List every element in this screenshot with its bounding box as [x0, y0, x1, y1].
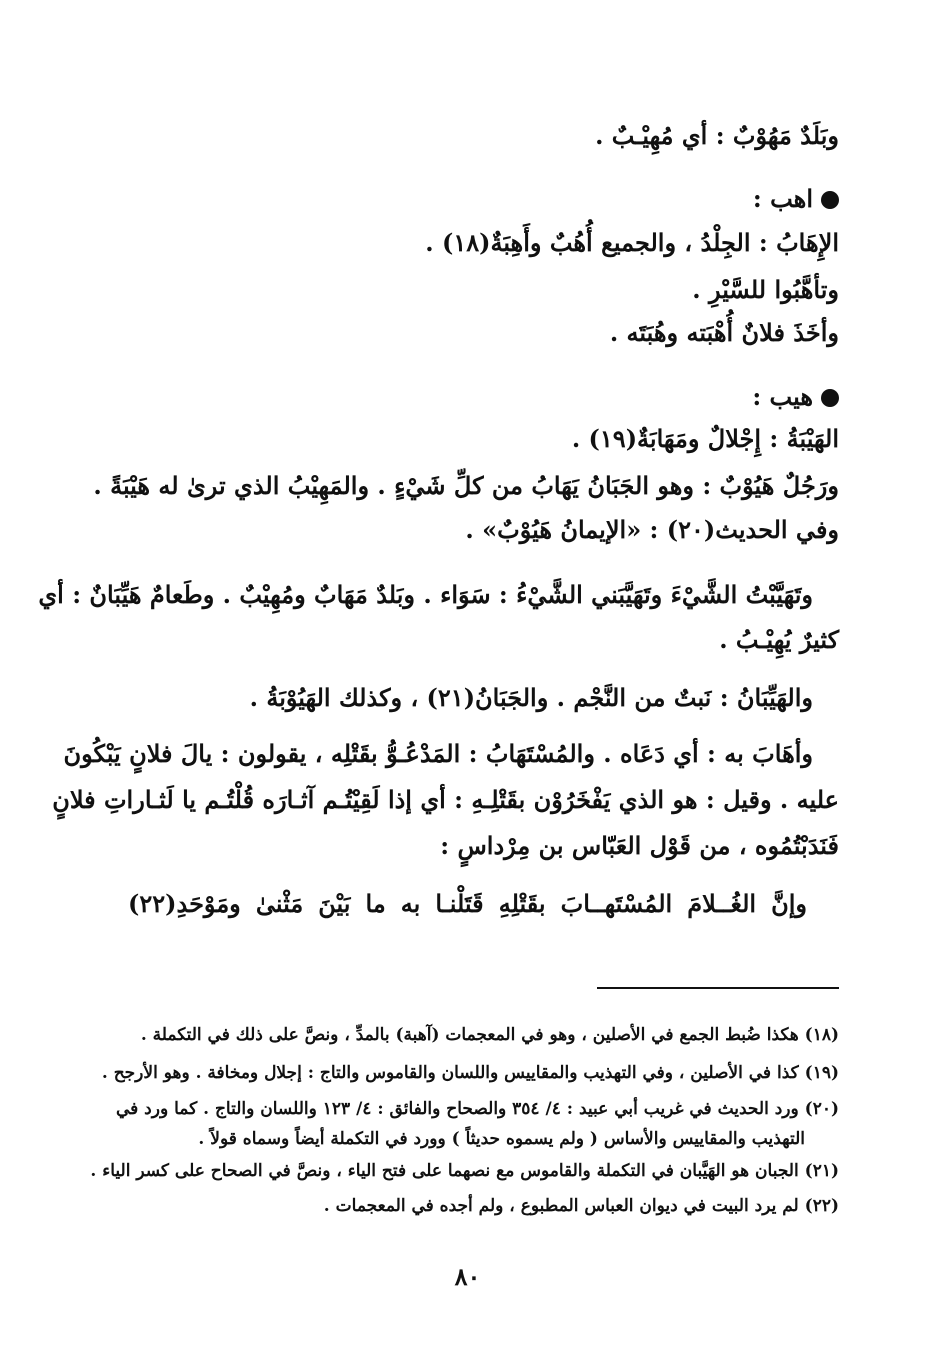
entry-heading-ahb: [96, 181, 839, 217]
text-line: ورَجُلٌ هَيُوْبٌ : وهو الجَبَانُ يَهَابُ من كلِّ شَيْءٍ . والمَهِيْبُ الذي ترىٰ له هَيْبَةً .: [93, 471, 839, 500]
text-line: فَنَدَبْتُمُوه ، من قَوْل العَبّاس بن مِرْداسٍ :: [440, 831, 839, 860]
bullet-icon: [821, 191, 839, 209]
text-line: وتَهَيَّبْتُ الشَّيْءَ وتَهَيَّبَني الشَّيْءُ : سَوَاء . وبَلدٌ مَهَابٌ ومُهِيْبٌ . وطَعامٌ هَيِّبَانٌ : أي: [38, 580, 813, 609]
page-number: ٨٠: [454, 1262, 481, 1291]
poetry-verse: [128, 886, 807, 922]
text-line: عليه . وقيل : هو الذي يَفْخَرُوْن بقَتْلِـهِ : أي إذا لَقِيْتُـم آثـارَه قُلْتُـم يا لَثـاراتِ فلانٍ: [52, 785, 839, 814]
entry-heading-label: اهب :: [752, 184, 813, 213]
text-line: والهَيِّبَانُ : نَبتٌ من النَّجْم . والجَبَانُ(٢١) ، وكذلك الهَيُوْبَةُ .: [249, 683, 813, 712]
footnote: (٢١) الجبان هو الهَيَّبان في التكملة والقاموس مع نصهما على فتح الياء ، ونصَّ في الصحاح على كسر الياء .: [90, 1161, 839, 1181]
text-line: وأخَذَ فلانٌ أُهْبَته وهُبَتَه .: [609, 318, 839, 347]
verse-second-hemistich: قَتَلْنـا به ما بَيْنَ مَثْنىٰ ومَوْحَدِ(٢٢): [128, 889, 484, 918]
text-line: وتأهَّبُوا للسَّيْرِ .: [692, 275, 839, 304]
text-line: الإِهَابُ : الجِلْدُ ، والجميع أُهُبٌ وأَهِبَةٌ(١٨) .: [425, 228, 839, 257]
text-line: الهَيْبَةُ : إِجْلالٌ ومَهَابَةٌ(١٩) .: [571, 424, 839, 453]
footnote: (١٩) كذا في الأصلين ، وفي التهذيب والمقاييس واللسان والقاموس والتاج : إجلال ومخافة . وهو الأرجح .: [101, 1063, 839, 1083]
text-line: وأهَابَ به : أي دَعَاه . والمُسْتَهَابُ : المَدْعُـوُّ بقَتْلِه ، يقولون : يالَ فلانٍ يَبْكُونَ: [63, 739, 813, 768]
text-line: كثيرٌ يُهِيْـبُ .: [719, 625, 839, 654]
footnote: (٢٢) لم يرد البيت في ديوان العباس المطبوع ، ولم أجده في المعجمات .: [323, 1196, 839, 1216]
footnote-continuation: التهذيب والمقاييس والأساس ( ولم يسموه حديثاً ) وورد في التكملة أيضاً وسماه قولاً .: [198, 1129, 805, 1149]
text-line: وبَلَدٌ مَهُوْبٌ : أي مُهِيْـبٌ .: [595, 121, 839, 150]
text-line: وفي الحديث(٢٠) : «الإيمانُ هَيُوْبٌ» .: [465, 515, 839, 544]
footnote: (٢٠) ورد الحديث في غريب أبي عبيد : ٤/ ٣٥٤ والصحاح والفائق : ٤/ ١٢٣ واللسان والتاج . كما ورد في: [115, 1099, 839, 1119]
entry-heading-label: هيب :: [752, 382, 813, 411]
verse-first-hemistich: وإنَّ الغُــلامَ المُسْتَهــابَ بقَتْلِهِ: [498, 889, 808, 918]
footnote: (١٨) هكذا ضُبط الجمع في الأصلين ، وهو في المعجمات (آهبة) بالمدِّ ، ونصَّ على ذلك في التكملة .: [140, 1025, 839, 1045]
bullet-icon: [821, 389, 839, 407]
entry-heading-hyb: [96, 379, 839, 415]
footnote-separator: [597, 987, 839, 989]
